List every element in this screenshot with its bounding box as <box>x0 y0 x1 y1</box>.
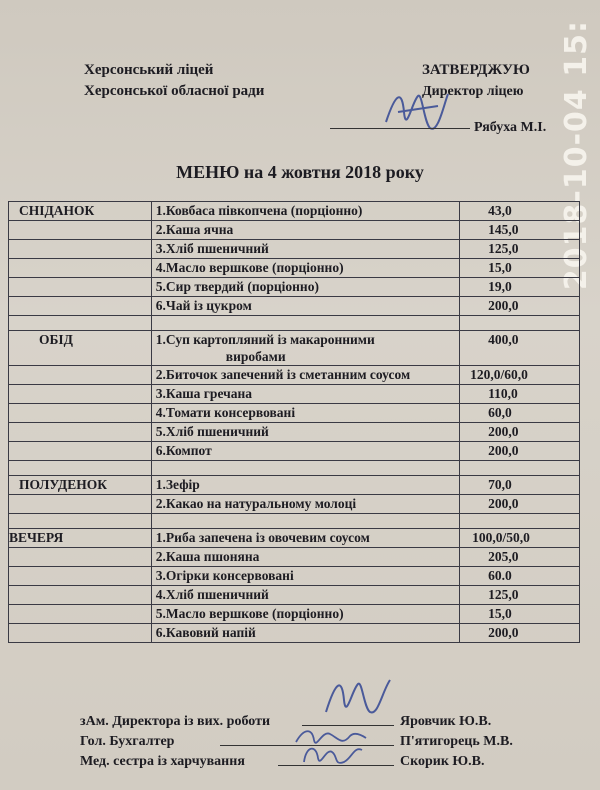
dish-name: 2.Каша ячна <box>151 221 459 240</box>
dish-name: 1.Зефір <box>151 476 459 495</box>
table-row <box>9 423 580 442</box>
signature-row <box>80 752 485 772</box>
portion-value: 110,0 <box>460 385 580 404</box>
portion-value: 100,0/50,0 <box>460 529 580 548</box>
signature-name: Скорик Ю.В. <box>400 754 485 769</box>
portion-value: 19,0 <box>460 278 580 297</box>
meal-name: ОБІД <box>9 331 152 366</box>
dish-name: 2.Биточок запечений із сметанним соусом <box>151 366 459 385</box>
approve-position: Директор ліцею <box>422 84 524 99</box>
dish-name: 1.Риба запечена із овочевим соусом <box>151 529 459 548</box>
dish-name: 2.Какао на натуральному молоці <box>151 495 459 514</box>
approve-signature-line <box>330 120 546 136</box>
photo-timestamp: 2018-10-04 15: <box>559 20 594 291</box>
portion-value: 120,0/60,0 <box>460 366 580 385</box>
dish-name: 4.Масло вершкове (порціонно) <box>151 259 459 278</box>
org-council: Херсонської обласної ради <box>84 83 265 99</box>
dish-name: 3.Огірки консервовані <box>151 567 459 586</box>
table-row <box>9 476 580 495</box>
meal-name: ВЕЧЕРЯ <box>9 529 152 548</box>
signature-name: П'ятигорець М.В. <box>400 734 513 749</box>
menu-table <box>8 201 580 643</box>
portion-value: 125,0 <box>460 586 580 605</box>
portion-value: 200,0 <box>460 423 580 442</box>
signature-name: Яровчик Ю.В. <box>400 714 492 729</box>
table-row <box>9 548 580 567</box>
approve-title: ЗАТВЕРДЖУЮ <box>422 62 530 78</box>
table-row <box>9 567 580 586</box>
signature-row <box>80 712 492 732</box>
dish-name: 4.Хліб пшеничний <box>151 586 459 605</box>
portion-value: 15,0 <box>460 605 580 624</box>
portion-value: 43,0 <box>460 202 580 221</box>
table-row <box>9 259 580 278</box>
table-row <box>9 442 580 461</box>
portion-value: 200,0 <box>460 297 580 316</box>
meal-name: СНІДАНОК <box>9 202 152 221</box>
table-row <box>9 240 580 259</box>
portion-value: 70,0 <box>460 476 580 495</box>
dish-name: 2.Каша пшоняна <box>151 548 459 567</box>
table-row <box>9 202 580 221</box>
table-row <box>9 331 580 366</box>
organization-block <box>84 60 264 102</box>
portion-value: 60,0 <box>460 404 580 423</box>
signature-underline <box>330 128 470 129</box>
menu-title: МЕНЮ на 4 жовтня 2018 року <box>176 162 424 182</box>
signature-role: Гол. Бухгалтер <box>80 734 175 749</box>
dish-name: 3.Хліб пшеничний <box>151 240 459 259</box>
table-row <box>9 278 580 297</box>
dish-name: 3.Каша гречана <box>151 385 459 404</box>
portion-value: 205,0 <box>460 548 580 567</box>
signature-row <box>80 732 513 752</box>
portion-value: 400,0 <box>460 331 580 366</box>
table-row <box>9 605 580 624</box>
portion-value: 200,0 <box>460 495 580 514</box>
table-row <box>9 586 580 605</box>
meal-name: ПОЛУДЕНОК <box>9 476 152 495</box>
table-row <box>9 404 580 423</box>
approve-name: Рябуха М.І. <box>474 120 547 135</box>
portion-value: 200,0 <box>460 442 580 461</box>
spacer-row <box>9 316 580 331</box>
dish-name: 6.Компот <box>151 442 459 461</box>
dish-name: 5.Хліб пшеничний <box>151 423 459 442</box>
org-name: Херсонський ліцей <box>84 62 214 78</box>
table-row <box>9 624 580 643</box>
spacer-row <box>9 514 580 529</box>
deputy-signature <box>320 672 400 722</box>
dish-name <box>151 331 459 366</box>
dish-name: 1.Ковбаса півкопчена (порціонно) <box>151 202 459 221</box>
portion-value: 200,0 <box>460 624 580 643</box>
table-row <box>9 495 580 514</box>
table-row <box>9 297 580 316</box>
portion-value: 125,0 <box>460 240 580 259</box>
table-row <box>9 366 580 385</box>
dish-name: 5.Масло вершкове (порціонно) <box>151 605 459 624</box>
dish-name: 6.Чай із цукром <box>151 297 459 316</box>
dish-name: 6.Кавовий напій <box>151 624 459 643</box>
signature-role: зАм. Директора із вих. роботи <box>80 714 271 729</box>
spacer-row <box>9 461 580 476</box>
dish-name-continued: виробами <box>225 349 286 364</box>
signatures-block <box>80 712 513 772</box>
portion-value: 15,0 <box>460 259 580 278</box>
portion-value: 145,0 <box>460 221 580 240</box>
dish-name: 5.Сир твердий (порціонно) <box>151 278 459 297</box>
table-row <box>9 221 580 240</box>
table-row <box>9 385 580 404</box>
dish-name: 4.Томати консервовані <box>151 404 459 423</box>
signature-role: Мед. сестра із харчування <box>80 754 245 769</box>
dish-name-line: 1.Суп картопляний із макаронними <box>155 332 375 347</box>
nurse-signature <box>298 738 368 770</box>
table-row <box>9 529 580 548</box>
portion-value: 60.0 <box>460 567 580 586</box>
